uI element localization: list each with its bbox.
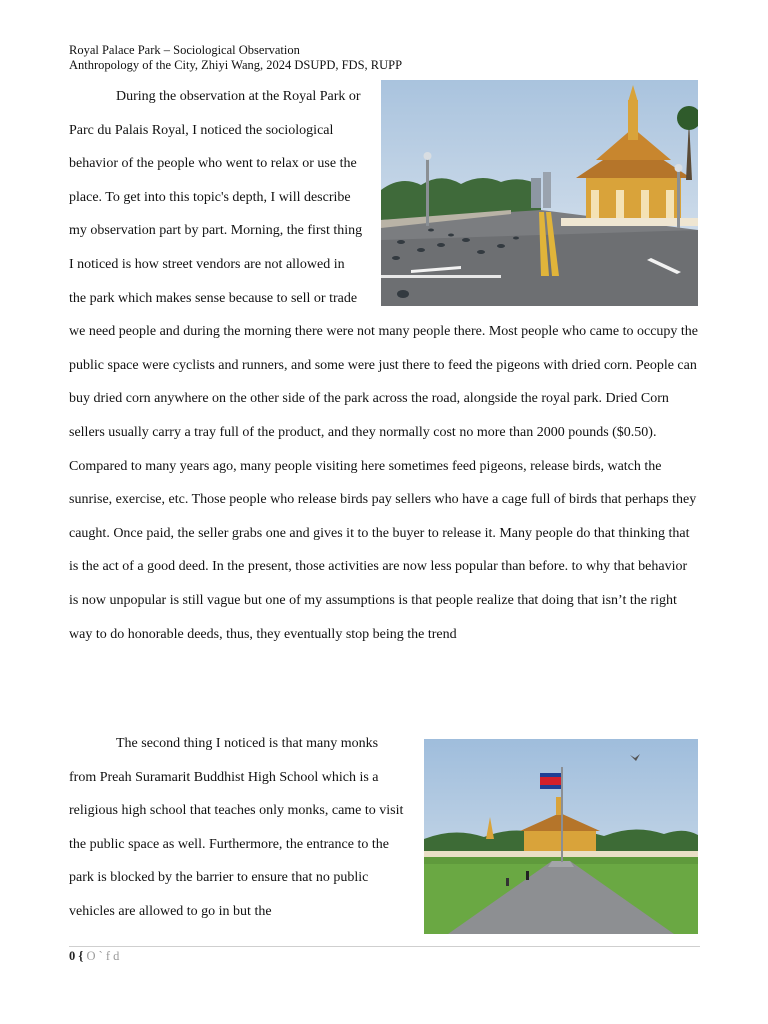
paragraph-1-text: During the observation at the Royal Park or Parc du Palais Royal, I noticed the sociological behavior of the people who went to relax or use the place. To get into this topic's depth, I will describe my observation part by part. Morning, the first thing I noticed is how street vendors are not allowed in the park which makes sense because to sell or trade we need people and during the morning there were not many people there. Most people who came to occupy the public space were cyclists and runners, and some were just there to feed the pigeons with dried corn. People can buy dried corn anywhere on the other side of the park across the road, alongside the royal park. Dried Corn sellers usually carry a tray full of the product, and they normally cost no more than 2000 pounds ($0.50). Compared to many years ago, many people visiting here sometimes feed pigeons, release birds, watch the sunrise, exercise, etc. Those people who release birds pay sellers who have a cage full of birds that perhaps they caught. Once paid, the seller grabs one and gives it to the buyer to release it. Many people do that thinking that is the act of a good deed. In the present, those activities are now less popular than before. to why that behavior is now unpopular is still vague but one of my assumptions is that people realize that doing that isn’t the right way to do honorable deeds, thus, they eventually stop being the trend [69, 89, 699, 642]
paragraph-2-text: The second thing I noticed is that many monks from Preah Suramarit Buddhist High School which is a religious high school that teaches only monks, came to visit the public space as well. Furthermore, the entrance to the park is blocked by the barrier to ensure that no public vehicles are allowed to go in but the [69, 736, 404, 919]
header-title: Royal Palace Park – Sociological Observation [69, 43, 300, 57]
footer-page-number: 0 { [69, 949, 84, 963]
paragraph-1 [69, 80, 698, 651]
photo-palace-flag-lawn [424, 739, 698, 934]
photo-royal-palace-road [381, 80, 698, 306]
footer-divider [69, 946, 700, 947]
header-course-line: Anthropology of the City, Zhiyi Wang, 2024 DSUPD, FDS, RUPP [69, 58, 403, 72]
page-header [69, 43, 402, 73]
page-footer [69, 949, 119, 964]
footer-label: O ` f d [86, 949, 120, 963]
paragraph-2 [69, 727, 698, 934]
